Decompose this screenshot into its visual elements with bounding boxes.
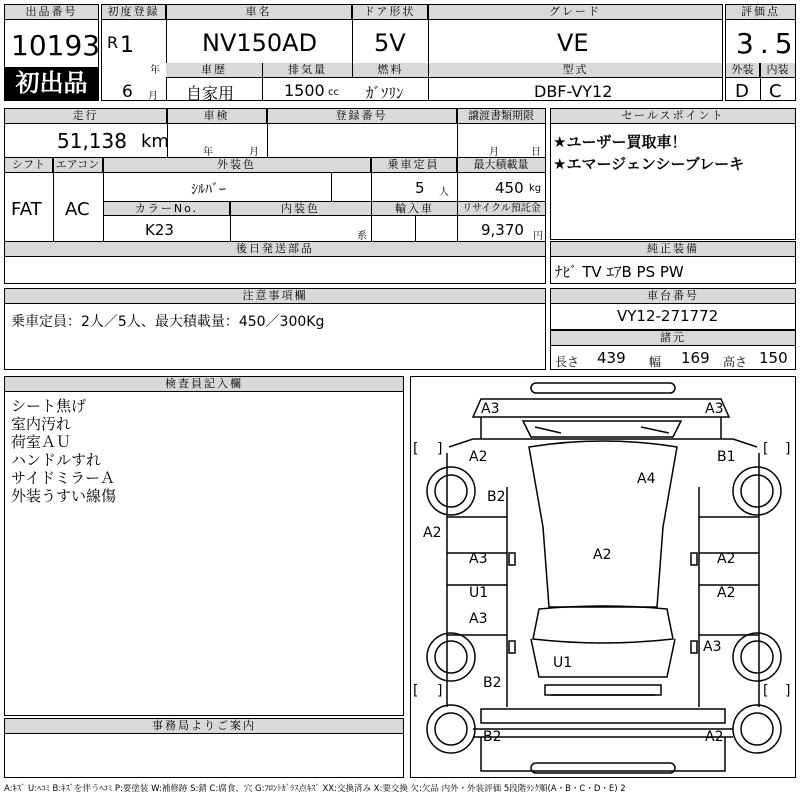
svg-text:[: [ [763,683,769,699]
plate-label: 登録番号 [267,109,457,124]
mileage-label: 走行 [5,109,167,124]
shift: FAT [11,199,42,220]
ac-label: エアコン [53,158,103,173]
shift-label: シフト [5,158,53,173]
transfer-day: 日 [531,147,541,158]
first-listing-badge: 初出品 [5,67,98,100]
reg-nen: 年 [150,65,160,76]
colorno-label: カラーNo. [104,202,230,216]
inspector-box [4,376,404,716]
inspector-line-4: ハンドルすれ [11,451,102,469]
equipment: ﾅﾋﾞ TV ｴｱB PS PW [555,263,684,281]
reg-month: 6 [122,82,133,102]
door-type: 5V [374,29,406,57]
transfer-label: 譲渡書類期限 [457,109,545,124]
damage-code: A2 [469,449,488,465]
damage-diagram [410,376,796,778]
wid-label: 幅 [649,355,662,369]
mileage: 51,138 [57,129,127,153]
damage-code: A3 [469,611,488,627]
disp-label: 排気量 [263,63,352,78]
history: 自家用 [186,84,235,103]
damage-code: U1 [469,585,489,601]
hgt-label: 高さ [723,355,748,369]
damage-code: B2 [487,489,506,505]
score-box [725,4,799,102]
transfer-month: 月 [489,147,499,158]
inspect-nen: 年 [203,147,213,158]
svg-text:]: ] [785,683,791,699]
ext-color: ｼﾙﾊﾞｰ [191,182,226,198]
equipment-box [550,241,796,284]
damage-code: A2 [423,525,442,541]
lot-box [4,4,99,101]
damage-code: A3 [703,639,722,655]
inspect-label: 車検 [167,109,267,124]
mileage-unit: km [141,131,169,152]
damage-code: A2 [717,585,736,601]
damage-code: A3 [481,401,500,417]
seats: 5 [415,179,425,197]
reg-year: 1 [120,33,134,58]
reg-label: 初度登録 [102,5,166,20]
damage-code: A4 [637,471,656,487]
inspector-label: 検査員記入欄 [5,377,403,392]
load-unit: kg [529,183,542,194]
grade: VE [557,29,589,57]
notes-text: 乗車定員：2人／5人、最大積載量：450／300Kg [11,314,325,330]
load-label: 最大積載量 [457,158,545,173]
lot-label: 出品番号 [5,5,98,20]
inspect-tsuki: 月 [249,147,259,158]
lot-number: 10193 [11,29,101,62]
width: 169 [681,349,710,367]
recycle-label: リサイクル預託金 [458,202,545,216]
damage-code: A2 [705,729,724,745]
model-label: 型式 [428,63,722,78]
name-label: 車名 [166,5,352,20]
length: 439 [597,349,626,367]
damage-code: A2 [593,547,612,563]
details-block [4,108,546,284]
damage-code: B2 [483,675,502,691]
recycle-yen: 円 [533,231,543,242]
equipment-label: 純正装備 [551,242,795,257]
car-name: NV150AD [202,29,318,57]
intcolor-kei: 系 [357,231,367,242]
inspector-line-3: 荷室ＡＵ [11,433,72,451]
vehicle-header [101,4,723,101]
disp-unit: cc [328,87,339,98]
chassis-box [550,288,796,330]
notes-label: 注意事項欄 [5,289,545,304]
chassis-number: VY12-271772 [617,307,719,325]
seat-unit: 人 [439,187,449,198]
aircon: AC [65,199,90,220]
inspector-line-1: シート焦げ [11,397,87,415]
svg-text:[: [ [413,683,419,699]
history-label: 車歴 [166,63,262,78]
fuel-label: 燃料 [352,63,428,78]
damage-code: B2 [483,729,502,745]
grade-label: グレード [428,5,722,20]
score-label: 評価点 [726,5,795,20]
damage-code: B1 [717,449,736,465]
sales-label: セールスポイント [551,109,795,124]
inspector-line-5: サイドミラーＡ [11,469,115,487]
dims-box [550,330,796,370]
door-label: ドア形状 [352,5,428,20]
ext-label: 外装 [726,63,760,78]
intcolor-label: 内装色 [230,202,371,216]
svg-text:]: ] [437,683,443,699]
office-box [4,718,404,778]
int-label: 内装 [760,63,795,78]
dims-label: 諸元 [551,331,795,346]
car-outline [411,377,795,777]
reg-era: R [107,33,119,52]
fuel: ｶﾞｿﾘﾝ [366,84,404,102]
office-label: 事務局よりご案内 [5,719,403,734]
recycle-fee: 9,370 [481,221,524,239]
damage-code: A3 [705,401,724,417]
sales-line-2: ★エマージェンシーブレーキ [553,155,745,173]
legend: A:ｷｽﾞ U:ﾍｺﾐ B:ｷｽﾞを伴うﾍｺﾐ P:要塗装 W:補修跡 S:錆 C:腐食、穴 G:ﾌﾛﾝﾄｶﾞﾗｽ点ｷｽﾞ XX:交換済み X:要交換 欠:欠品 内外・外装評価 5段階ﾗﾝｸ順(A・B・C・D・E) 2 [4,784,626,794]
color-label: 外装色 [103,158,371,173]
svg-text:[: [ [763,441,769,457]
chassis-label: 車台番号 [551,289,795,304]
notes-box [4,288,546,370]
len-label: 長さ [555,355,580,369]
import-label: 輸入車 [372,202,457,216]
max-load: 450 [495,179,524,197]
sales-points [550,108,796,240]
inspector-line-6: 外装うすい線傷 [11,487,117,505]
inspector-line-2: 室内汚れ [11,415,72,433]
color-number: K23 [145,221,174,239]
ext-score: D [735,81,749,102]
damage-code: A3 [469,551,488,567]
height: 150 [759,349,788,367]
reg-tsuki: 月 [148,91,158,102]
int-score: C [769,81,782,102]
model-code: DBF-VY12 [534,82,613,101]
later-parts-label: 後日発送部品 [5,242,545,257]
displacement: 1500 [284,81,325,100]
svg-text:]: ] [785,441,791,457]
sales-line-1: ★ユーザー買取車！ [553,133,687,151]
damage-code: U1 [553,655,573,671]
svg-text:]: ] [437,441,443,457]
damage-code: A2 [717,551,736,567]
svg-text:[: [ [413,441,419,457]
seat-label: 乗車定員 [371,158,457,173]
score: 3.5 [736,27,799,60]
